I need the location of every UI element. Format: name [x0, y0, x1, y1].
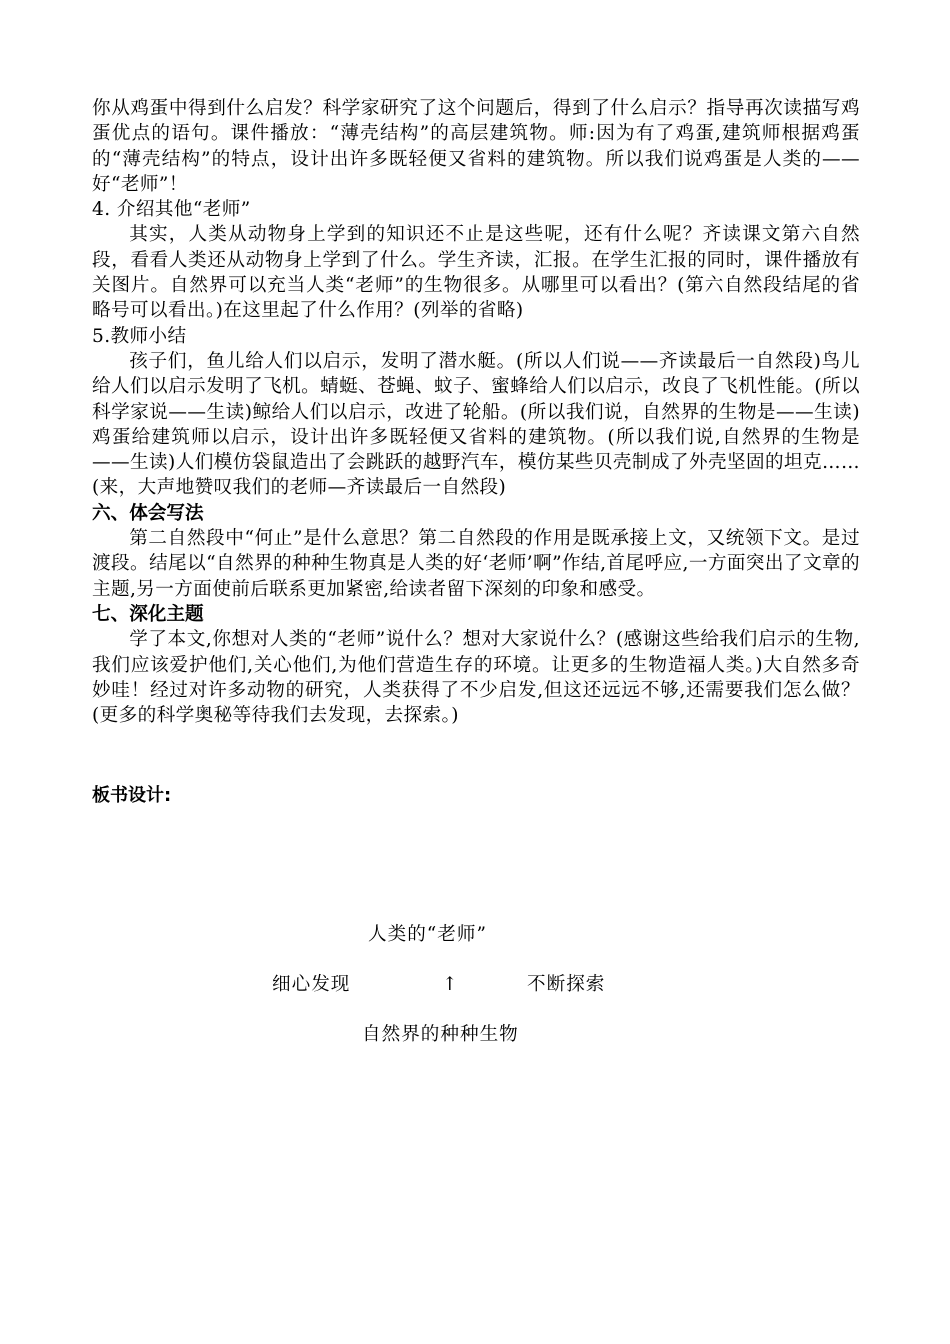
- document-body: [92, 96, 860, 808]
- paragraph-other-teachers: 其实，人类从动物身上学到的知识还不止是这些呢，还有什么呢？齐读课文第六自然段，看看人类还从动物身上学到了什么。学生齐读，汇报。在学生汇报的同时，课件播放有关图片。自然界可以充当人类“老师”的生物很多。从哪里可以看出？(第六自然段结尾的省略号可以看出。)在这里起了什么作用？(列举的省略): [92, 224, 860, 322]
- paragraph-egg-inspiration: 你从鸡蛋中得到什么启发？科学家研究了这个问题后，得到了什么启示？指导再次读描写鸡蛋优点的语句。课件播放：“薄壳结构”的高层建筑物。师:因为有了鸡蛋,建筑师根据鸡蛋的“薄壳结构”的特点，设计出许多既轻便又省料的建筑物。所以我们说鸡蛋是人类的——好“老师”！: [92, 98, 860, 195]
- board-right-label: 不断探索: [527, 974, 606, 995]
- heading-writing-method: 六、体会写法: [92, 502, 204, 524]
- paragraph-deepen-theme: 学了本文,你想对人类的“老师”说什么？想对大家说什么？(感谢这些给我们启示的生物,我们应该爱护他们,关心他们,为他们营造生存的环境。让更多的生物造福人类。)大自然多奇妙哇！经过对许多动物的研究，人类获得了不少启发,但这还远远不够,还需要我们怎么做？(更多的科学奥秘等待我们去发现，去探索。): [92, 629, 860, 727]
- board-center-label: 人类的“老师”: [368, 924, 487, 945]
- heading-deepen-theme: 七、深化主题: [92, 603, 204, 625]
- section-5-title: 5.教师小结: [92, 325, 187, 347]
- board-bottom-label: 自然界的种种生物: [362, 1024, 519, 1045]
- section-4-title: 4. 介绍其他“老师”: [92, 199, 251, 221]
- paragraph-writing-method: 第二自然段中“何止”是什么意思？第二自然段的作用是既承接上文，又统领下文。是过渡段。结尾以“自然界的种种生物真是人类的好‘老师’啊”作结,首尾呼应,一方面突出了文章的主题,另一方面使前后联系更加紧密,给读者留下深刻的印象和感受。: [92, 528, 860, 600]
- spacer: [92, 728, 860, 783]
- board-design-title: 板书设计:: [92, 785, 172, 807]
- board-left-label: 细心发现: [272, 974, 351, 995]
- paragraph-teacher-summary: 孩子们，鱼儿给人们以启示，发明了潜水艇。(所以人们说——齐读最后一自然段)鸟儿给人们以启示发明了飞机。蜻蜓、苍蝇、蚊子、蜜蜂给人们以启示，改良了飞机性能。(所以科学家说——生读)鲸给人们以启示，改进了轮船。(所以我们说，自然界的生物是——生读)鸡蛋给建筑师以启示，设计出许多既轻便又省料的建筑物。(所以我们说,自然界的生物是——生读)人们模仿袋鼠造出了会跳跃的越野汽车，模仿某些贝壳制成了外壳坚固的坦克……(来，大声地赞叹我们的老师—齐读最后一自然段): [92, 350, 860, 499]
- arrow-up-icon: ↑: [442, 974, 459, 995]
